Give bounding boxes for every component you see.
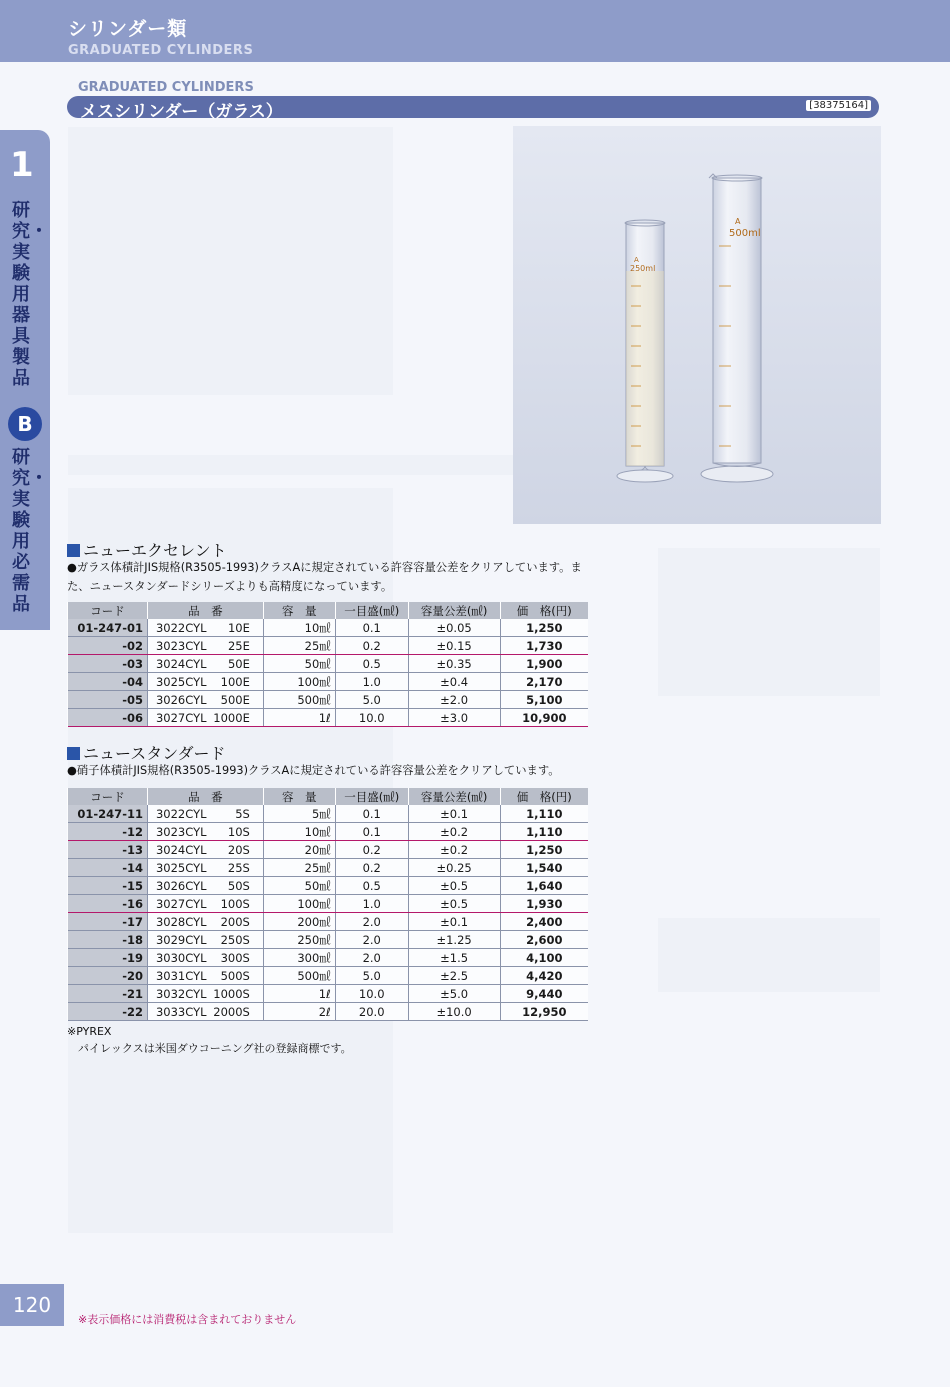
model-number-cell: [147, 823, 263, 841]
item-code-cell: 01-247-01: [68, 619, 148, 637]
model-number: 3024CYL: [155, 656, 207, 671]
model-number-cell: [147, 673, 263, 691]
column-header: 一目盛(㎖): [335, 602, 408, 619]
capacity-cell: 2ℓ: [263, 1003, 335, 1021]
graduation-cell: 0.2: [335, 859, 408, 877]
table-row: [68, 949, 589, 967]
section-title-jp: メスシリンダー（ガラス）: [80, 102, 283, 122]
table-row: [68, 805, 589, 823]
capacity-cell: 50㎖: [263, 655, 335, 673]
capacity-cell: 1ℓ: [263, 709, 335, 727]
table-row: [68, 841, 589, 859]
ghost-table-block: [658, 918, 880, 992]
item-code-cell: -20: [68, 967, 148, 985]
column-header: 一目盛(㎖): [335, 788, 408, 805]
section-title-bar: [67, 96, 879, 122]
model-suffix: 200S: [220, 914, 250, 929]
excellent-description: ●ガラス体積計JIS規格(R3505-1993)クラスAに規定されている許容容量公差をクリアしています。また、ニュースタンダードシリーズよりも高精度になっています。: [67, 561, 582, 593]
cylinder-500ml: [701, 174, 773, 482]
model-number: 3032CYL: [155, 986, 207, 1001]
model-suffix: 25E: [227, 638, 250, 653]
model-number: 3033CYL: [155, 1004, 207, 1019]
model-number-cell: [147, 709, 263, 727]
item-code-cell: -19: [68, 949, 148, 967]
cylinder-label-500ml: 500ml: [729, 228, 761, 239]
graduation-cell: 5.0: [335, 967, 408, 985]
ghost-image-block: [68, 127, 393, 395]
tolerance-cell: ±0.35: [408, 655, 500, 673]
model-number-cell: [147, 931, 263, 949]
ghost-table-block: [658, 548, 880, 696]
item-code-cell: -14: [68, 859, 148, 877]
model-number-cell: [147, 859, 263, 877]
page-header-band: [0, 0, 950, 62]
model-number: 3028CYL: [155, 914, 207, 929]
model-number: 3026CYL: [155, 692, 207, 707]
section-title-en: GRADUATED CYLINDERS: [78, 80, 254, 95]
item-code-cell: -06: [68, 709, 148, 727]
model-suffix: 25S: [227, 860, 250, 875]
graduation-cell: 0.2: [335, 841, 408, 859]
model-number-cell: [147, 637, 263, 655]
model-number-cell: [147, 985, 263, 1003]
tolerance-cell: ±0.1: [408, 805, 500, 823]
item-code-cell: -22: [68, 1003, 148, 1021]
item-code-cell: -13: [68, 841, 148, 859]
capacity-cell: 200㎖: [263, 913, 335, 931]
model-suffix: 50S: [227, 878, 250, 893]
square-bullet-icon: [67, 747, 80, 760]
item-code-cell: 01-247-11: [68, 805, 148, 823]
tolerance-cell: ±0.25: [408, 859, 500, 877]
model-number: 3030CYL: [155, 950, 207, 965]
price-cell: 10,900: [500, 709, 588, 727]
catalog-code: [38375164]: [806, 100, 871, 111]
section-letter-badge: B: [8, 407, 42, 441]
model-number: 3026CYL: [155, 878, 207, 893]
price-cell: 5,100: [500, 691, 588, 709]
model-number: 3023CYL: [155, 824, 207, 839]
model-suffix: 1000S: [213, 986, 250, 1001]
table-row: [68, 619, 589, 637]
capacity-cell: 25㎖: [263, 637, 335, 655]
table-row: [68, 877, 589, 895]
column-header: 価 格(円): [500, 788, 588, 805]
price-cell: 12,950: [500, 1003, 588, 1021]
capacity-cell: 100㎖: [263, 895, 335, 913]
model-number: 3022CYL: [155, 806, 207, 821]
item-code-cell: -05: [68, 691, 148, 709]
table-row: [68, 691, 589, 709]
item-code-cell: -02: [68, 637, 148, 655]
graduation-cell: 1.0: [335, 895, 408, 913]
tolerance-cell: ±0.1: [408, 913, 500, 931]
model-number: 3029CYL: [155, 932, 207, 947]
capacity-cell: 500㎖: [263, 967, 335, 985]
column-header: コード: [68, 602, 148, 619]
column-header: 品 番: [147, 788, 263, 805]
model-suffix: 100S: [220, 896, 250, 911]
tolerance-cell: ±1.25: [408, 931, 500, 949]
price-cell: 1,250: [500, 619, 588, 637]
table-row: [68, 637, 589, 655]
model-number-cell: [147, 913, 263, 931]
model-number-cell: [147, 1003, 263, 1021]
price-cell: 2,400: [500, 913, 588, 931]
tolerance-cell: ±0.2: [408, 841, 500, 859]
graduation-cell: 0.1: [335, 805, 408, 823]
capacity-cell: 5㎖: [263, 805, 335, 823]
capacity-cell: 300㎖: [263, 949, 335, 967]
tolerance-cell: ±0.4: [408, 673, 500, 691]
capacity-cell: 1ℓ: [263, 985, 335, 1003]
table-row: [68, 913, 589, 931]
capacity-cell: 500㎖: [263, 691, 335, 709]
column-header: 容量公差(㎖): [408, 602, 500, 619]
item-code-cell: -04: [68, 673, 148, 691]
model-number: 3027CYL: [155, 710, 207, 725]
model-suffix: 5S: [235, 806, 250, 821]
item-code-cell: -16: [68, 895, 148, 913]
model-number: 3025CYL: [155, 674, 207, 689]
price-cell: 1,110: [500, 805, 588, 823]
price-cell: 9,440: [500, 985, 588, 1003]
tolerance-cell: ±0.15: [408, 637, 500, 655]
tolerance-cell: ±2.0: [408, 691, 500, 709]
table-row: [68, 859, 589, 877]
model-number: 3027CYL: [155, 896, 207, 911]
column-header: 容 量: [263, 788, 335, 805]
pyrex-mark-note: ※PYREX: [67, 1025, 112, 1038]
model-suffix: 50E: [227, 656, 250, 671]
standard-spec-table: [67, 788, 588, 1021]
tolerance-cell: ±0.5: [408, 895, 500, 913]
price-cell: 2,170: [500, 673, 588, 691]
model-suffix: 500S: [220, 968, 250, 983]
table-row: [68, 931, 589, 949]
page-title-jp: シリンダー類: [68, 18, 188, 40]
graduation-cell: 5.0: [335, 691, 408, 709]
model-suffix: 10S: [227, 824, 250, 839]
model-suffix: 250S: [220, 932, 250, 947]
table-row: [68, 985, 589, 1003]
price-cell: 1,640: [500, 877, 588, 895]
column-header: 価 格(円): [500, 602, 588, 619]
model-number-cell: [147, 967, 263, 985]
graduation-cell: 0.2: [335, 637, 408, 655]
price-cell: 4,100: [500, 949, 588, 967]
page-number: 120: [0, 1284, 64, 1326]
model-number-cell: [147, 949, 263, 967]
model-number-cell: [147, 655, 263, 673]
table-header-row: [68, 602, 589, 619]
graduation-cell: 2.0: [335, 913, 408, 931]
square-bullet-icon: [67, 544, 80, 557]
column-header: 容量公差(㎖): [408, 788, 500, 805]
item-code-cell: -21: [68, 985, 148, 1003]
cylinder-label-250ml: 250ml: [630, 264, 656, 273]
table-row: [68, 967, 589, 985]
trademark-note: パイレックスは米国ダウコーニング社の登録商標です。: [78, 1042, 352, 1055]
chapter-number: 1: [10, 145, 34, 185]
graduation-cell: 2.0: [335, 931, 408, 949]
graduation-cell: 2.0: [335, 949, 408, 967]
model-number: 3024CYL: [155, 842, 207, 857]
product-photo: [513, 126, 881, 524]
section-label: 研究・実験用必需品: [12, 447, 48, 615]
tolerance-cell: ±0.05: [408, 619, 500, 637]
model-number: 3023CYL: [155, 638, 207, 653]
tolerance-cell: ±10.0: [408, 1003, 500, 1021]
model-number-cell: [147, 691, 263, 709]
model-suffix: 2000S: [213, 1004, 250, 1019]
cylinder-class-mark-right: A: [735, 217, 741, 226]
price-cell: 1,110: [500, 823, 588, 841]
model-number: 3025CYL: [155, 860, 207, 875]
item-code-cell: -03: [68, 655, 148, 673]
column-header: コード: [68, 788, 148, 805]
price-cell: 1,930: [500, 895, 588, 913]
model-suffix: 100E: [220, 674, 250, 689]
item-code-cell: -17: [68, 913, 148, 931]
model-number: 3031CYL: [155, 968, 207, 983]
graduation-cell: 0.5: [335, 877, 408, 895]
standard-heading-text: ニュースタンダード: [83, 744, 226, 763]
graduation-cell: 0.1: [335, 619, 408, 637]
price-cell: 1,730: [500, 637, 588, 655]
model-number-cell: [147, 841, 263, 859]
capacity-cell: 10㎖: [263, 619, 335, 637]
column-header: 容 量: [263, 602, 335, 619]
model-suffix: 20S: [227, 842, 250, 857]
standard-description: ●硝子体積計JIS規格(R3505-1993)クラスAに規定されている許容容量公差をクリアしています。: [67, 764, 560, 777]
table-row: [68, 709, 589, 727]
capacity-cell: 50㎖: [263, 877, 335, 895]
table-row: [68, 673, 589, 691]
model-suffix: 10E: [227, 620, 250, 635]
graduation-cell: 0.5: [335, 655, 408, 673]
cylinder-class-mark-left: A: [634, 256, 639, 264]
graduation-cell: 1.0: [335, 673, 408, 691]
table-header-row: [68, 788, 589, 805]
price-cell: 1,250: [500, 841, 588, 859]
price-cell: 2,600: [500, 931, 588, 949]
tax-footer-note: ※表示価格には消費税は含まれておりません: [78, 1313, 297, 1326]
model-number-cell: [147, 619, 263, 637]
tolerance-cell: ±3.0: [408, 709, 500, 727]
table-row: [68, 1003, 589, 1021]
price-cell: 4,420: [500, 967, 588, 985]
table-row: [68, 655, 589, 673]
table-row: [68, 895, 589, 913]
tolerance-cell: ±1.5: [408, 949, 500, 967]
graduation-cell: 20.0: [335, 1003, 408, 1021]
item-code-cell: -18: [68, 931, 148, 949]
tolerance-cell: ±0.5: [408, 877, 500, 895]
graduation-cell: 10.0: [335, 709, 408, 727]
capacity-cell: 100㎖: [263, 673, 335, 691]
tolerance-cell: ±2.5: [408, 967, 500, 985]
item-code-cell: -15: [68, 877, 148, 895]
table-row: [68, 823, 589, 841]
page-title-en: GRADUATED CYLINDERS: [68, 43, 254, 58]
column-header: 品 番: [147, 602, 263, 619]
tolerance-cell: ±0.2: [408, 823, 500, 841]
capacity-cell: 25㎖: [263, 859, 335, 877]
price-cell: 1,540: [500, 859, 588, 877]
model-number-cell: [147, 805, 263, 823]
model-suffix: 500E: [220, 692, 250, 707]
graduated-cylinders-illustration: [513, 126, 881, 524]
model-suffix: 1000E: [213, 710, 250, 725]
excellent-spec-table: [67, 602, 588, 727]
cylinder-250ml: [617, 220, 673, 482]
item-code-cell: -12: [68, 823, 148, 841]
tolerance-cell: ±5.0: [408, 985, 500, 1003]
capacity-cell: 250㎖: [263, 931, 335, 949]
model-suffix: 300S: [220, 950, 250, 965]
chapter-label: 研究・実験用器具製品: [12, 200, 48, 389]
price-cell: 1,900: [500, 655, 588, 673]
graduation-cell: 0.1: [335, 823, 408, 841]
model-number-cell: [147, 895, 263, 913]
capacity-cell: 20㎖: [263, 841, 335, 859]
capacity-cell: 10㎖: [263, 823, 335, 841]
model-number: 3022CYL: [155, 620, 207, 635]
model-number-cell: [147, 877, 263, 895]
excellent-heading-text: ニューエクセレント: [83, 541, 227, 560]
graduation-cell: 10.0: [335, 985, 408, 1003]
